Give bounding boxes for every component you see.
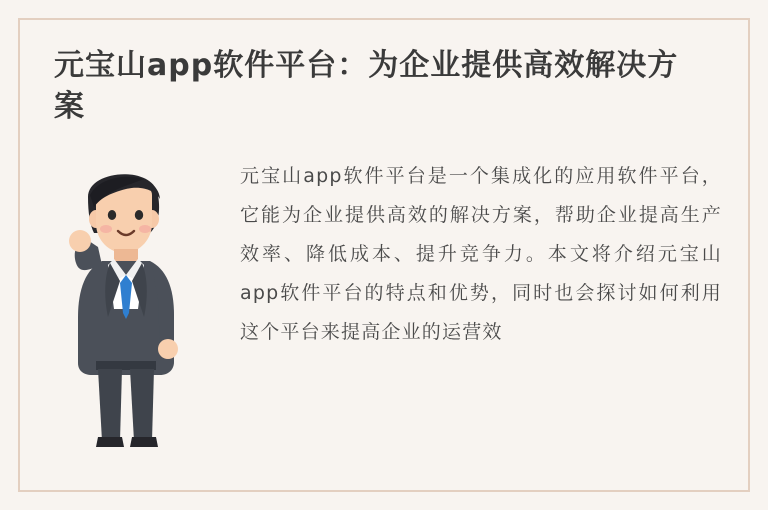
businessman-illustration xyxy=(46,149,226,449)
article-body-text: 元宝山app软件平台是一个集成化的应用软件平台，它能为企业提供高效的解决方案，帮助企业提高生产效率、降低成本、提升竞争力。本文将介绍元宝山app软件平台的特点和优势，同时也会探讨如何利用这个平台来提高企业的运营效 xyxy=(240,165,722,343)
page-title: 元宝山app软件平台：为企业提供高效解决方案 xyxy=(54,48,679,124)
document-frame xyxy=(18,18,750,492)
content-row xyxy=(46,149,722,449)
